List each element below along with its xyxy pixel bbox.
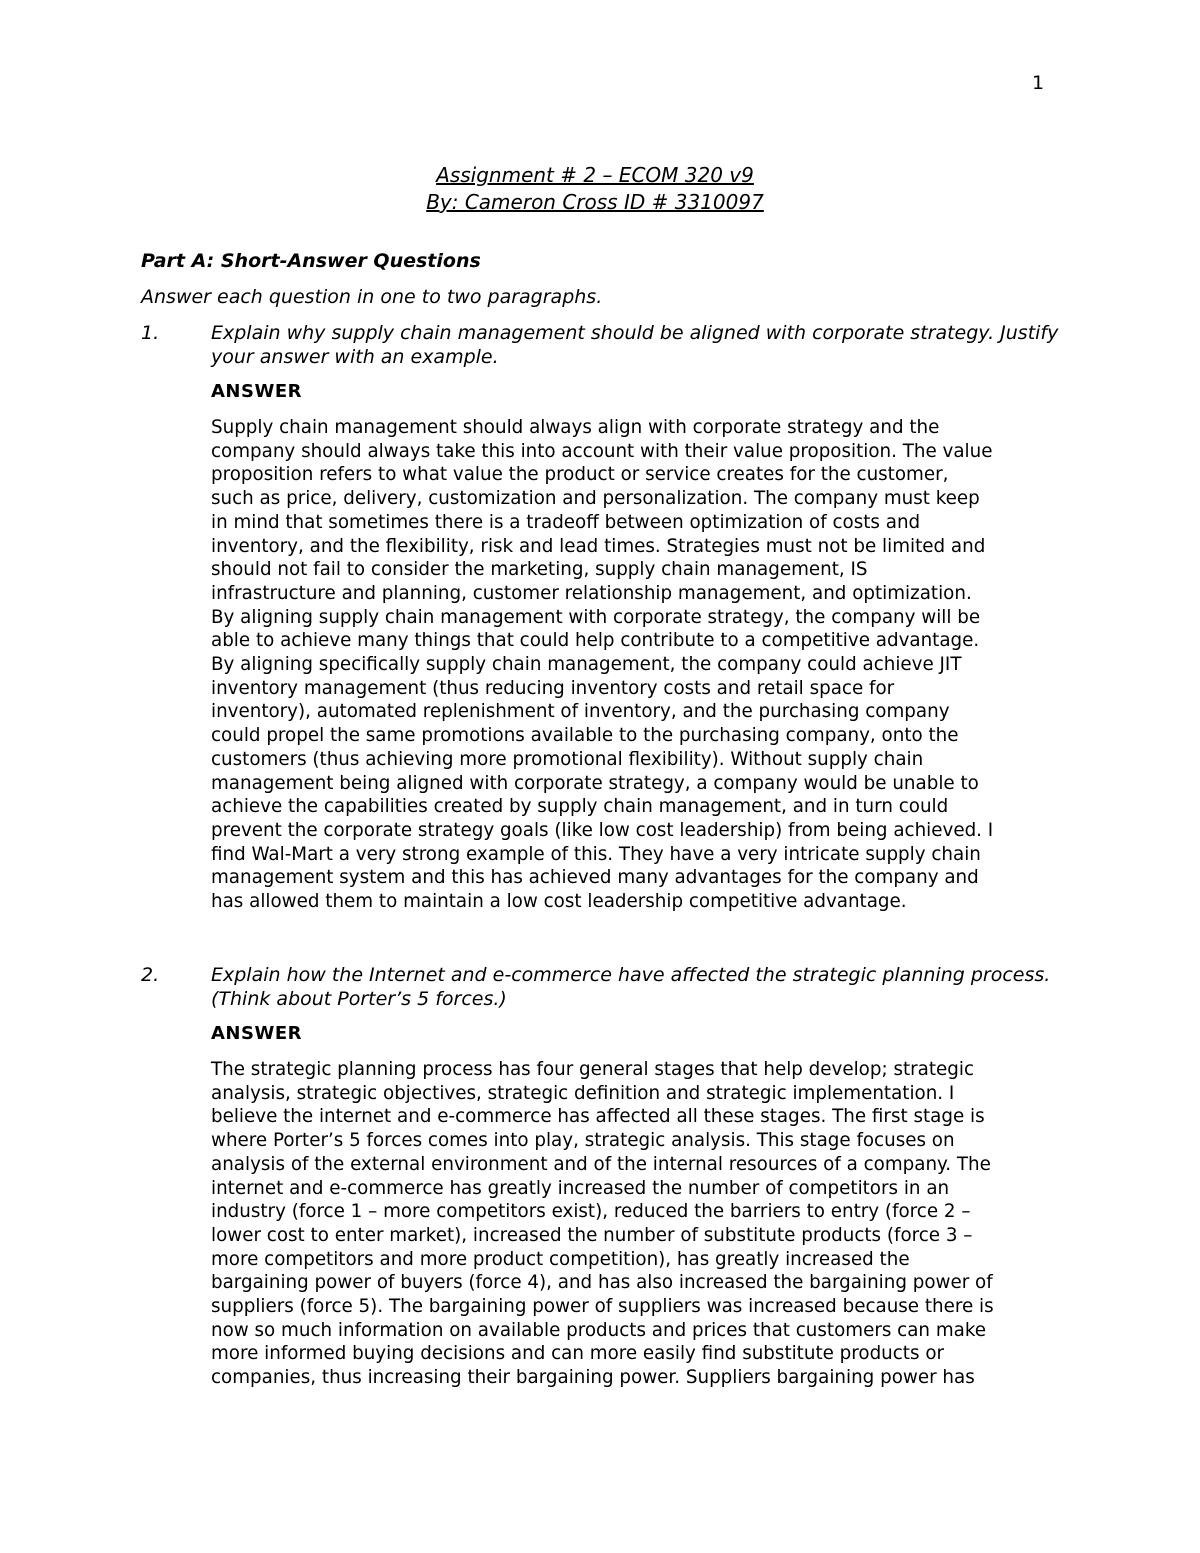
question-1-text: Explain why supply chain management should be aligned with corporate strategy. Justify your answer with an example. (211, 322, 1059, 368)
question-2-text: Explain how the Internet and e-commerce have affected the strategic planning process. (Think about Porter’s 5 forces.) (211, 964, 1051, 1010)
document-title (0, 162, 1190, 216)
question-2-number: 2. (141, 964, 160, 986)
title-line-1: Assignment # 2 – ECOM 320 v9 (436, 163, 754, 187)
question-1-answer-body: Supply chain management should always align with corporate strategy and the company should always take this into account with their value proposition. The value proposition refers to what value the product or service creates for the customer, such as price, delivery, customization and personalization. The company must keep in mind that sometimes there is a tradeoff between optimization of costs and inventory, and the flexibility, risk and lead times. Strategies must not be limited and should not fail to consider the marketing, supply chain management, IS infrastructure and planning, customer relationship management, and optimization. By aligning supply chain management with corporate strategy, the company will be able to achieve many things that could help contribute to a competitive advantage. By aligning specifically supply chain management, the company could achieve JIT inventory management (thus reducing inventory costs and retail space for inventory), automated replenishment of inventory, and the purchasing company could propel the same promotions available to the purchasing company, onto the customers (thus achieving more promotional flexibility). Without supply chain management being aligned with corporate strategy, a company would be unable to achieve the capabilities created by supply chain management, and in turn could prevent the corporate strategy goals (like low cost leadership) from being achieved. I find Wal-Mart a very strong example of this. They have a very intricate supply chain management system and this has achieved many advantages for the company and has allowed them to maintain a low cost leadership competitive advantage. (211, 417, 994, 913)
title-line-2: By: Cameron Cross ID # 3310097 (426, 190, 764, 214)
instruction-text: Answer each question in one to two paragraphs. (141, 286, 603, 308)
part-heading: Part A: Short-Answer Questions (141, 250, 481, 272)
question-1-answer-label: ANSWER (211, 381, 302, 402)
question-2-answer-body: The strategic planning process has four general stages that help develop; strategic analysis, strategic objectives, strategic definition and strategic implementation. I believe the internet and e-commerce has affected all these stages. The first stage is where Porter’s 5 forces comes into play, strategic analysis. This stage focuses on analysis of the external environment and of the internal resources of a company. The internet and e-commerce has greatly increased the number of competitors in an industry (force 1 – more competitors exist), reduced the barriers to entry (force 2 – lower cost to enter market), increased the number of substitute products (force 3 – more competitors and more product competition), has greatly increased the bargaining power of buyers (force 4), and has also increased the bargaining power of suppliers (force 5). The bargaining power of suppliers was increased because there is now so much information on available products and prices that customers can make more informed buying decisions and can more easily find substitute products or companies, thus increasing their bargaining power. Suppliers bargaining power has (211, 1059, 994, 1389)
question-2-answer-label: ANSWER (211, 1023, 302, 1044)
page-number: 1 (1032, 72, 1045, 94)
question-1-number: 1. (141, 322, 160, 344)
